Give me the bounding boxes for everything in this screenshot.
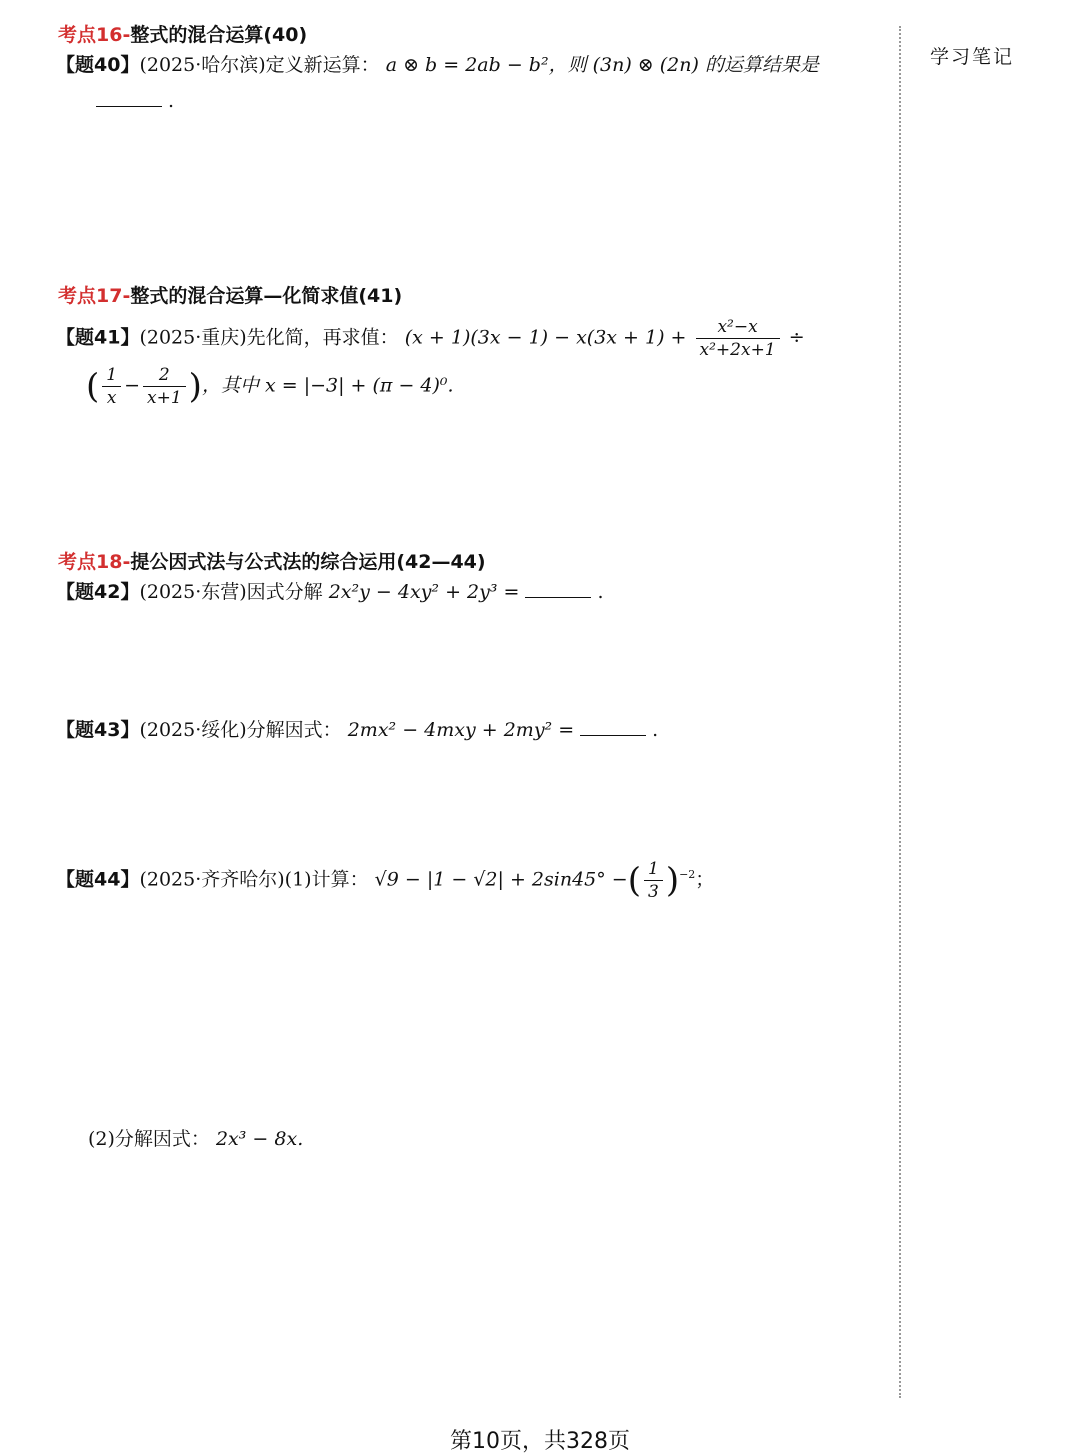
left-paren: ( [627,860,641,901]
answer-blank[interactable] [525,579,591,598]
question-source: (2025·重庆)先化简，再求值： [139,326,399,349]
question-44 [56,858,714,903]
question-id: 【题40】 [56,54,140,76]
section-heading-18 [58,547,486,574]
exponent: −2 [679,868,696,882]
answer-blank[interactable] [580,717,646,736]
fraction: $\frac{2}{x+1}$ [143,364,186,409]
fraction: $\frac{1}{x}$ [102,364,121,409]
question-tail: ； [695,868,715,891]
divide-sign: ÷ [788,326,805,349]
question-id: 【题42】 [56,581,140,603]
question-id: 【题43】 [56,719,140,741]
section-title: 提公因式法与公式法的综合运用(42—44) [130,551,486,573]
right-paren: ) [188,366,202,407]
section-heading-16 [58,20,307,47]
question-tail: . [597,581,604,603]
fraction: $\frac{\text{x²−x}}{\text{x²+2x+1}}$ [696,316,780,361]
section-tag: 考点17- [58,285,131,307]
question-tail: . [652,719,659,741]
question-expression: 2x²y − 4xy² + 2y³ = [328,581,520,603]
section-tag: 考点16- [58,24,131,46]
right-paren: ) [665,860,680,901]
section-title: 整式的混合运算(40) [130,24,308,46]
question-tail: . [168,90,175,112]
section-title: 整式的混合运算—化简求值(41) [130,285,403,307]
page-footer: 第10页，共328页 [450,1429,630,1454]
question-41-line2: ( $\frac{1}{x}$ − $\frac{2}{x+1}$ )，其中 x = |−3| + (π − 4)⁰. [86,365,454,408]
section-tag: 考点18- [58,551,131,573]
question-expression: 2x³ − 8x. [215,1128,304,1150]
question-source: (2025·绥化)分解因式： [139,719,342,741]
left-paren: ( [86,366,100,407]
question-source: (2025·哈尔滨)定义新运算： [139,54,380,76]
notes-label: 学习笔记 [930,46,1015,68]
condition-text: ，其中 x = |−3| + (π − 4)⁰. [201,374,454,397]
question-id: 【题44】 [56,868,140,891]
question-42 [56,579,603,605]
question-source: (2025·齐齐哈尔)(1)计算： [139,868,369,891]
question-expression: (x + 1)(3x − 1) − x(3x + 1) + [404,326,687,349]
notes-divider [899,26,901,1398]
question-43 [56,717,658,743]
question-40 [56,52,819,78]
part-label: (2)分解因式： [88,1128,210,1150]
section-heading-17 [58,281,402,308]
answer-blank[interactable] [96,88,162,107]
question-expression: 2mx² − 4mxy + 2my² = [347,719,575,741]
question-expression: a ⊗ b = 2ab − b²，则 (3n) ⊗ (2n) 的运算结果是 [385,54,819,76]
question-id: 【题41】 [56,326,140,349]
question-expression: √9 − |1 − √2| + 2sin45° − [374,868,628,891]
question-41 [56,316,805,361]
question-44-part2 [88,1126,303,1152]
question-40-answer-line [90,88,174,114]
fraction: $\frac{1}{3}$ [644,858,663,903]
question-source: (2025·东营)因式分解 [139,581,323,603]
